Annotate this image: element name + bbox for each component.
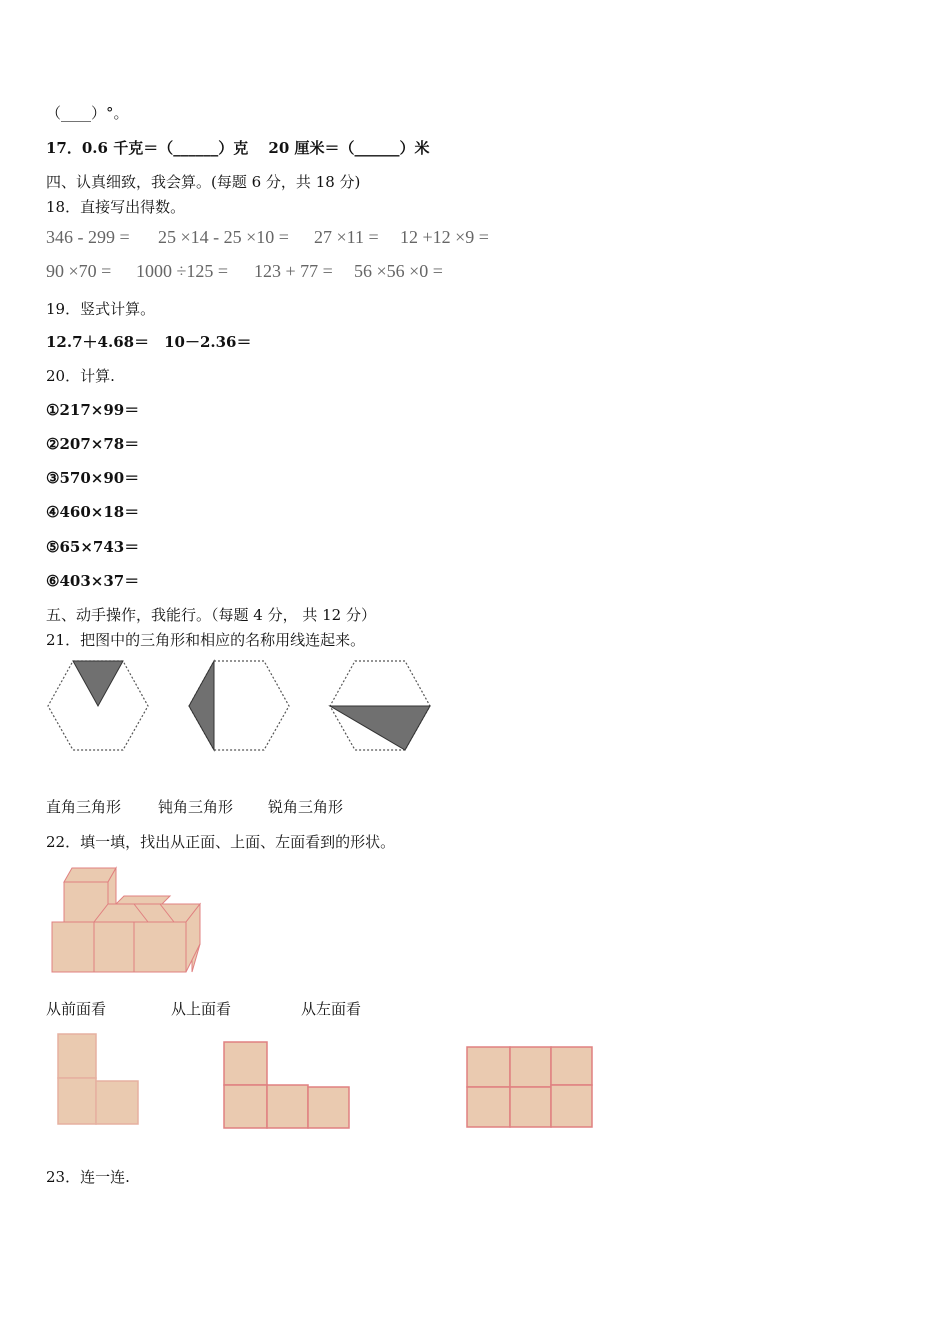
view-label: 从前面看 [46, 1000, 107, 1018]
calc-item: 123 + 77 = [254, 261, 333, 281]
view-label: 从左面看 [301, 1000, 362, 1018]
fragment-line: （____）°。 [46, 104, 129, 122]
question-20: 20．计算. [46, 367, 115, 385]
calc-item: 25 ×14 - 25 ×10 = [158, 227, 289, 247]
question-19: 19．竖式计算。 [46, 300, 156, 318]
triangle-name: 锐角三角形 [268, 798, 344, 816]
calc-item: 1000 ÷125 = [136, 261, 229, 281]
triangle-name: 钝角三角形 [158, 798, 234, 816]
calc-item: 56 ×56 ×0 = [354, 261, 443, 281]
question-22: 22．填一填，找出从正面、上面、左面看到的形状。 [46, 833, 396, 851]
question-21: 21．把图中的三角形和相应的名称用线连起来。 [46, 631, 366, 649]
view-shape-3 [465, 1045, 595, 1129]
section-5-heading: 五、动手操作，我能行。（每题 4 分， 共 12 分） [46, 606, 376, 624]
view-shape-1 [56, 1032, 140, 1126]
section-4-heading: 四、认真细致，我会算。(每题 6 分，共 18 分) [46, 173, 361, 191]
calc-list-item: ⑤65×743＝ [46, 538, 140, 556]
hexagon-figure-2 [188, 660, 290, 752]
calc-item: 346 - 299 = [46, 227, 130, 247]
view-shape-2 [222, 1040, 352, 1130]
question-18: 18．直接写出得数。 [46, 198, 186, 216]
hexagon-figure-3 [329, 660, 431, 752]
calc-list-item: ②207×78＝ [46, 435, 140, 453]
calc-list-item: ③570×90＝ [46, 469, 140, 487]
calc-item: 90 ×70 = [46, 261, 112, 281]
calc-item: 27 ×11 = [314, 227, 379, 247]
question-17: 17．0.6 千克＝（______）克 20 厘米＝（______）米 [46, 139, 430, 157]
hexagon-figure-1 [47, 660, 149, 752]
calc-list-item: ①217×99＝ [46, 401, 140, 419]
calc-list-item: ④460×18＝ [46, 503, 140, 521]
cube-stack-figure [50, 864, 210, 976]
view-label: 从上面看 [171, 1000, 232, 1018]
calc-list-item: ⑥403×37＝ [46, 572, 140, 590]
question-23: 23．连一连. [46, 1168, 130, 1186]
calc-item: 12 +12 ×9 = [400, 227, 489, 247]
triangle-name: 直角三角形 [46, 798, 122, 816]
question-19-items: 12.7＋4.68＝ 10－2.36＝ [46, 333, 252, 351]
